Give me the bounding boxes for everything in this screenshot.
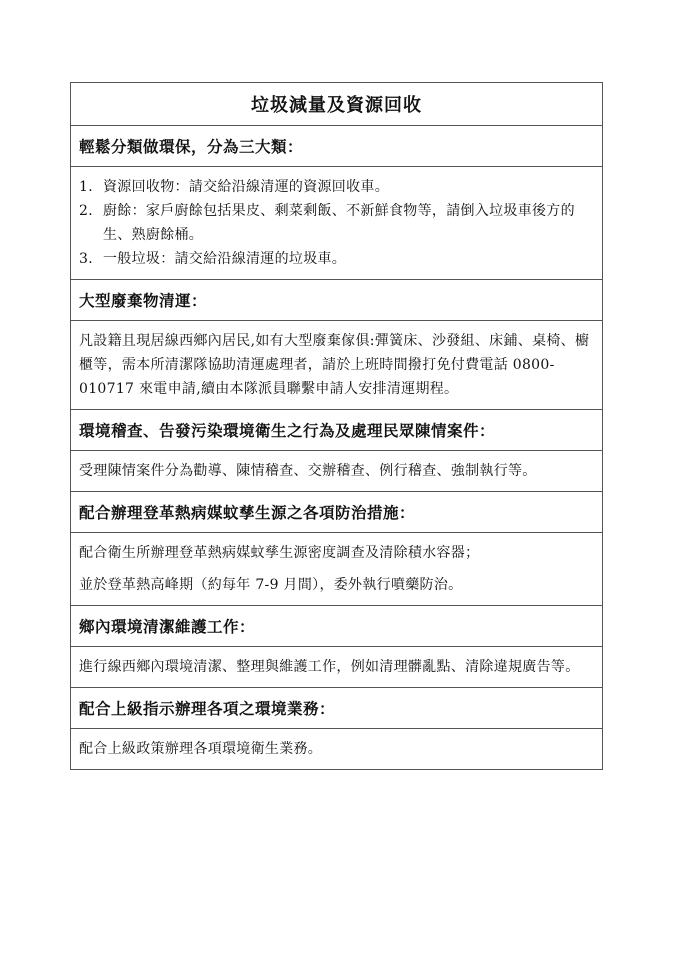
list-item-number: 1. <box>79 179 93 195</box>
section-body-bulky-waste <box>71 320 602 409</box>
section-heading-inspection: 環境稽查、告發污染環境衛生之行為及處理民眾陳情案件： <box>71 409 602 450</box>
list-item-text: 資源回收物：請交給沿線清運的資源回收車。 <box>103 179 389 195</box>
paragraph: 進行線西鄉內環境清潔、整理與維護工作，例如清理髒亂點、清除違規廣告等。 <box>79 659 580 675</box>
section-heading-sorting: 輕鬆分類做環保，分為三大類： <box>71 125 602 166</box>
list-item <box>79 247 594 271</box>
paragraph: 凡設籍且現居線西鄉內居民,如有大型廢棄傢俱:彈簧床、沙發組、床鋪、桌椅、櫥櫃等，需本所清潔隊協助清運處理者，請於上班時間撥打免付費電話 0800-010717 來電申請,續由本隊派員聯繫申請人安排清運期程。 <box>79 333 590 397</box>
list-item <box>79 175 594 199</box>
list-item <box>79 199 594 247</box>
list-item-number: 2. <box>79 203 93 219</box>
document-title: 垃圾減量及資源回收 <box>251 95 422 116</box>
paragraph: 配合上級政策辦理各項環境衛生業務。 <box>79 741 323 757</box>
section-heading-cleaning: 鄉內環境清潔維護工作： <box>71 605 602 646</box>
section-body-cleaning <box>71 646 602 687</box>
section-body-directives <box>71 728 602 769</box>
section-body-dengue <box>71 532 602 605</box>
section-body-inspection <box>71 450 602 491</box>
section-heading-dengue: 配合辦理登革熱病媒蚊孳生源之各項防治措施： <box>71 491 602 532</box>
list-item-text: 廚餘：家戶廚餘包括果皮、剩菜剩飯、不新鮮食物等，請倒入垃圾車後方的生、熟廚餘桶。 <box>103 203 575 243</box>
list-item-number: 3. <box>79 251 93 267</box>
paragraph: 受理陳情案件分為勸導、陳情稽查、交辦稽查、例行稽查、強制執行等。 <box>79 463 537 479</box>
list-item-text: 一般垃圾：請交給沿線清運的垃圾車。 <box>103 251 347 267</box>
sorting-list <box>79 175 594 271</box>
section-heading-directives: 配合上級指示辦理各項之環境業務： <box>71 687 602 728</box>
paragraph: 配合衛生所辦理登革熱病媒蚊孳生源密度調查及清除積水容器； <box>79 545 480 561</box>
document-table <box>70 82 603 770</box>
section-body-sorting <box>71 166 602 279</box>
paragraph: 並於登革熱高峰期（約每年 7-9 月間），委外執行噴藥防治。 <box>79 577 463 593</box>
section-heading-bulky-waste: 大型廢棄物清運： <box>71 279 602 320</box>
